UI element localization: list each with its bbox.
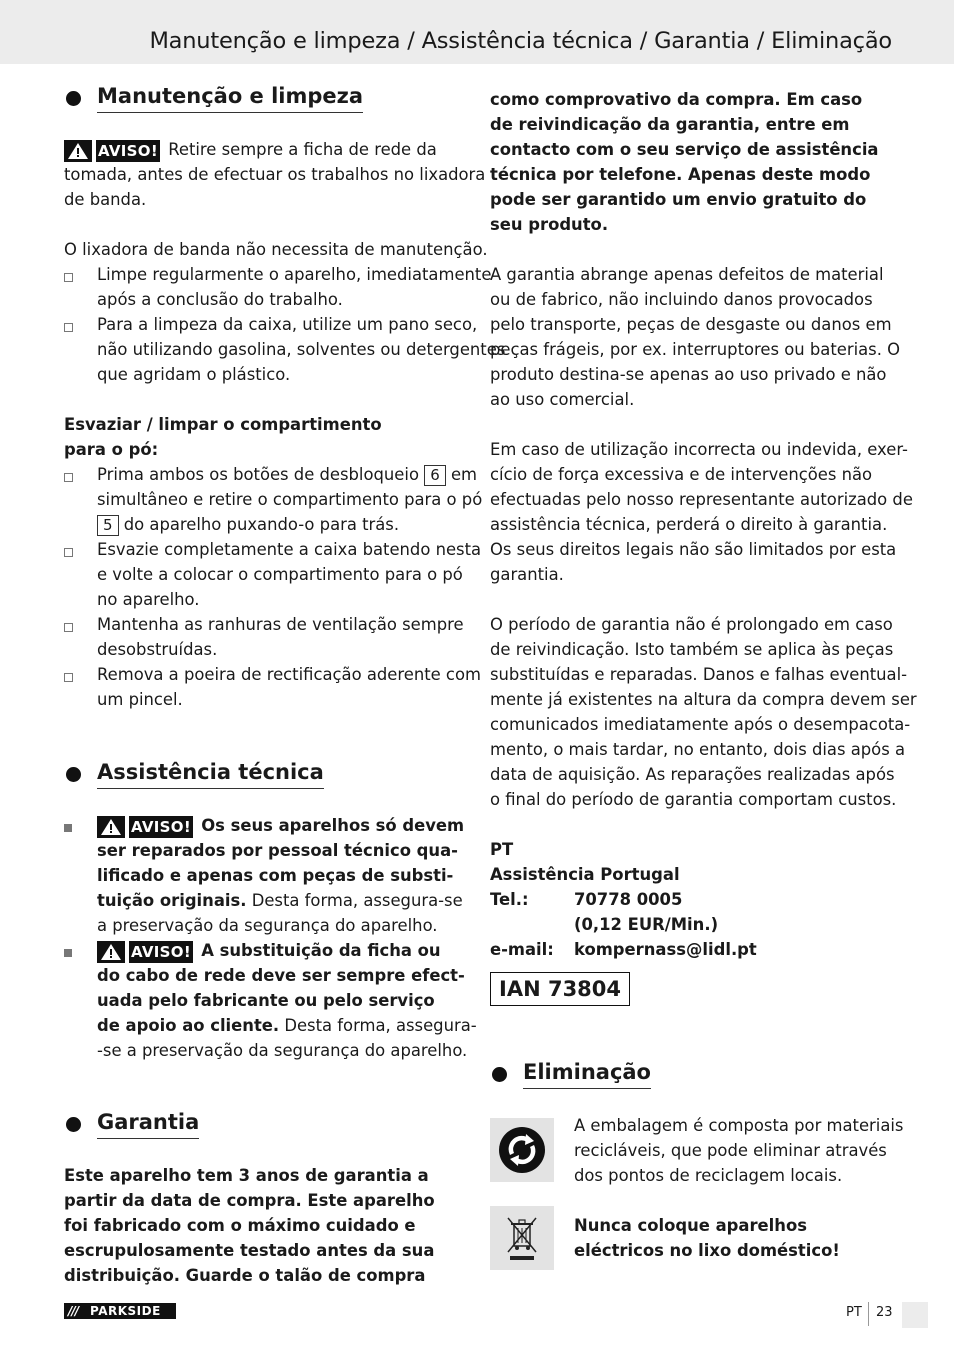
- service-warning-1: [97, 813, 464, 838]
- bullet-dot-icon: [66, 91, 81, 106]
- recycle-icon: [490, 1118, 554, 1182]
- list-item: no aparelho.: [97, 590, 200, 609]
- text-line: -se a preservação da segurança do aparelho.: [97, 1041, 468, 1060]
- contact-name: Assistência Portugal: [490, 865, 680, 884]
- warning-badge: [97, 941, 193, 963]
- text-line: escrupulosamente testado antes da sua: [64, 1241, 435, 1260]
- text-line: comunicados imediatamente após o desempacota-: [490, 715, 911, 734]
- warning-label: AVISO!: [131, 942, 191, 961]
- bullet-filled-icon: [64, 949, 72, 957]
- section-warranty-heading: [64, 1108, 199, 1140]
- list-item: Remova a poeira de rectificação aderente com: [97, 665, 481, 684]
- bullet-dot-icon: [492, 1067, 507, 1082]
- section-service-heading: [64, 758, 324, 790]
- text-line: peças frágeis, por ex. interruptores ou baterias. O: [490, 340, 901, 359]
- text-line: distribuição. Guarde o talão de compra: [64, 1266, 426, 1285]
- text: Os seus aparelhos só devem: [201, 816, 465, 835]
- list-item: simultâneo e retire o compartimento para o pó: [97, 490, 483, 509]
- text: em: [450, 465, 478, 484]
- text-line: A embalagem é composta por materiais: [574, 1116, 904, 1135]
- bullet-square-icon: [64, 623, 73, 632]
- section-title: Assistência técnica: [97, 759, 324, 789]
- subheading: Esvaziar / limpar o compartimento: [64, 415, 382, 434]
- footer-divider: [868, 1302, 869, 1326]
- text-line: assistência técnica, perderá o direito à garantia.: [490, 515, 888, 534]
- crossed-bin-icon: [490, 1206, 554, 1270]
- list-item: Esvazie completamente a caixa batendo nesta: [97, 540, 482, 559]
- text-line: [97, 1013, 477, 1038]
- contact-country: PT: [490, 840, 514, 859]
- logo-stripes: ///: [68, 1304, 79, 1318]
- text-line: pode ser garantido um envio gratuito do: [490, 190, 867, 209]
- text-line: como comprovativo da compra. Em caso: [490, 90, 863, 109]
- warning-label: AVISO!: [131, 817, 191, 836]
- subheading: para o pó:: [64, 440, 159, 459]
- section-title: Eliminação: [523, 1059, 651, 1089]
- text-line: data de aquisição. As reparações realizadas após: [490, 765, 895, 784]
- footer-tab-box: [902, 1302, 928, 1328]
- text-line: dos pontos de reciclagem locais.: [574, 1166, 843, 1185]
- language-code: PT: [846, 1305, 862, 1320]
- list-item: Para a limpeza da caixa, utilize um pano seco,: [97, 315, 478, 334]
- text-line: contacto com o seu serviço de assistência: [490, 140, 879, 159]
- text-line: ser reparados por pessoal técnico qua-: [97, 841, 458, 860]
- text-line: substituídas e reparadas. Danos e falhas eventual-: [490, 665, 908, 684]
- warning-badge: [64, 140, 160, 162]
- text-line: recicláveis, que pode eliminar através: [574, 1141, 887, 1160]
- ian-number-box: IAN 73804: [490, 972, 630, 1006]
- list-item: que agridam o plástico.: [97, 365, 291, 384]
- text-line: pelo transporte, peças de desgaste ou danos em: [490, 315, 892, 334]
- bullet-square-icon: [64, 273, 73, 282]
- text-line: uada pelo fabricante ou pelo serviço: [97, 991, 435, 1010]
- text-line: produto destina-se apenas ao uso privado e não: [490, 365, 887, 384]
- text-line: de reivindicação. Isto também se aplica às peças: [490, 640, 894, 659]
- warning-badge: [97, 816, 193, 838]
- text-line: O lixadora de banda não necessita de manutenção.: [64, 240, 488, 259]
- text-line: lificado e apenas com peças de substi-: [97, 866, 454, 885]
- text-line: efectuadas pelo nosso representante autorizado de: [490, 490, 913, 509]
- text: A substituição da ficha ou: [201, 941, 441, 960]
- section-disposal-heading: [490, 1058, 651, 1090]
- list-item: não utilizando gasolina, solventes ou detergentes: [97, 340, 506, 359]
- list-item: após a conclusão do trabalho.: [97, 290, 343, 309]
- logo-text: PARKSIDE: [90, 1304, 161, 1318]
- warning-triangle-icon: [97, 816, 125, 838]
- text-line: tomada, antes de efectuar os trabalhos no lixadora: [64, 165, 486, 184]
- bullet-dot-icon: [66, 1117, 81, 1132]
- warning-triangle-icon: [97, 941, 125, 963]
- text-line: Em caso de utilização incorrecta ou indevida, exer-: [490, 440, 908, 459]
- text-line: O período de garantia não é prolongado em caso: [490, 615, 893, 634]
- email-label: e-mail:: [490, 940, 554, 959]
- text-line: Este aparelho tem 3 anos de garantia a: [64, 1166, 429, 1185]
- text-line: do cabo de rede deve ser sempre efect-: [97, 966, 465, 985]
- tel-rate: (0,12 EUR/Min.): [574, 915, 719, 934]
- list-item: [97, 462, 477, 487]
- list-item: [97, 512, 399, 537]
- email-value: kompernass@lidl.pt: [574, 940, 757, 959]
- text-line: ou de fabrico, não incluindo danos provocados: [490, 290, 873, 309]
- text-line: de banda.: [64, 190, 147, 209]
- text-line: mento, o mais tardar, no entanto, dois dias após a: [490, 740, 905, 759]
- section-maintenance-heading: [64, 82, 363, 114]
- text-line: [97, 888, 463, 913]
- bullet-dot-icon: [66, 767, 81, 782]
- bullet-square-icon: [64, 473, 73, 482]
- bullet-square-icon: [64, 673, 73, 682]
- text-line: Nunca coloque aparelhos: [574, 1216, 807, 1235]
- warning-triangle-icon: [64, 140, 92, 162]
- text: tuição originais.: [97, 891, 247, 910]
- page-number: 23: [876, 1305, 893, 1320]
- text-line: o final do período de garantia comportam custos.: [490, 790, 897, 809]
- bullet-square-icon: [64, 548, 73, 557]
- section-title: Garantia: [97, 1109, 199, 1139]
- text-line: seu produto.: [490, 215, 609, 234]
- text: Desta forma, assegura-: [279, 1016, 477, 1035]
- list-item: desobstruídas.: [97, 640, 218, 659]
- text-line: partir da data de compra. Este aparelho: [64, 1191, 435, 1210]
- text-line: técnica por telefone. Apenas deste modo: [490, 165, 871, 184]
- parkside-logo: [64, 1303, 176, 1319]
- tel-value: 70778 0005: [574, 890, 683, 909]
- text-line: eléctricos no lixo doméstico!: [574, 1241, 840, 1260]
- warning-label: AVISO!: [98, 141, 158, 160]
- page-header-title: Manutenção e limpeza / Assistência técnica / Garantia / Eliminação: [149, 28, 892, 54]
- list-item: Mantenha as ranhuras de ventilação sempre: [97, 615, 464, 634]
- text: Prima ambos os botões de desbloqueio: [97, 465, 419, 484]
- text: Desta forma, assegura-se: [246, 891, 463, 910]
- page-header: [0, 0, 954, 64]
- section-title: Manutenção e limpeza: [97, 83, 363, 113]
- text-line: A garantia abrange apenas defeitos de material: [490, 265, 884, 284]
- text-line: Os seus direitos legais não são limitados por esta: [490, 540, 897, 559]
- text: de apoio ao cliente.: [97, 1016, 280, 1035]
- text-line: garantia.: [490, 565, 564, 584]
- list-item: Limpe regularmente o aparelho, imediatamente: [97, 265, 492, 284]
- part-ref-box: 5: [97, 515, 119, 536]
- list-item: um pincel.: [97, 690, 183, 709]
- text-line: mente já existentes na altura da compra devem ser: [490, 690, 917, 709]
- bullet-filled-icon: [64, 824, 72, 832]
- text-line: cício de força excessiva e de intervenções não: [490, 465, 873, 484]
- text-line: a preservação da segurança do aparelho.: [97, 916, 438, 935]
- tel-label: Tel.:: [490, 890, 529, 909]
- service-warning-2: [97, 938, 441, 963]
- text: do aparelho puxando-o para trás.: [123, 515, 400, 534]
- text-line: foi fabricado com o máximo cuidado e: [64, 1216, 416, 1235]
- bullet-square-icon: [64, 323, 73, 332]
- text-line: ao uso comercial.: [490, 390, 635, 409]
- text-line: de reivindicação da garantia, entre em: [490, 115, 850, 134]
- maintenance-warning: [64, 137, 437, 162]
- text-line: Retire sempre a ficha de rede da: [168, 140, 437, 159]
- list-item: e volte a colocar o compartimento para o pó: [97, 565, 463, 584]
- part-ref-box: 6: [424, 465, 446, 486]
